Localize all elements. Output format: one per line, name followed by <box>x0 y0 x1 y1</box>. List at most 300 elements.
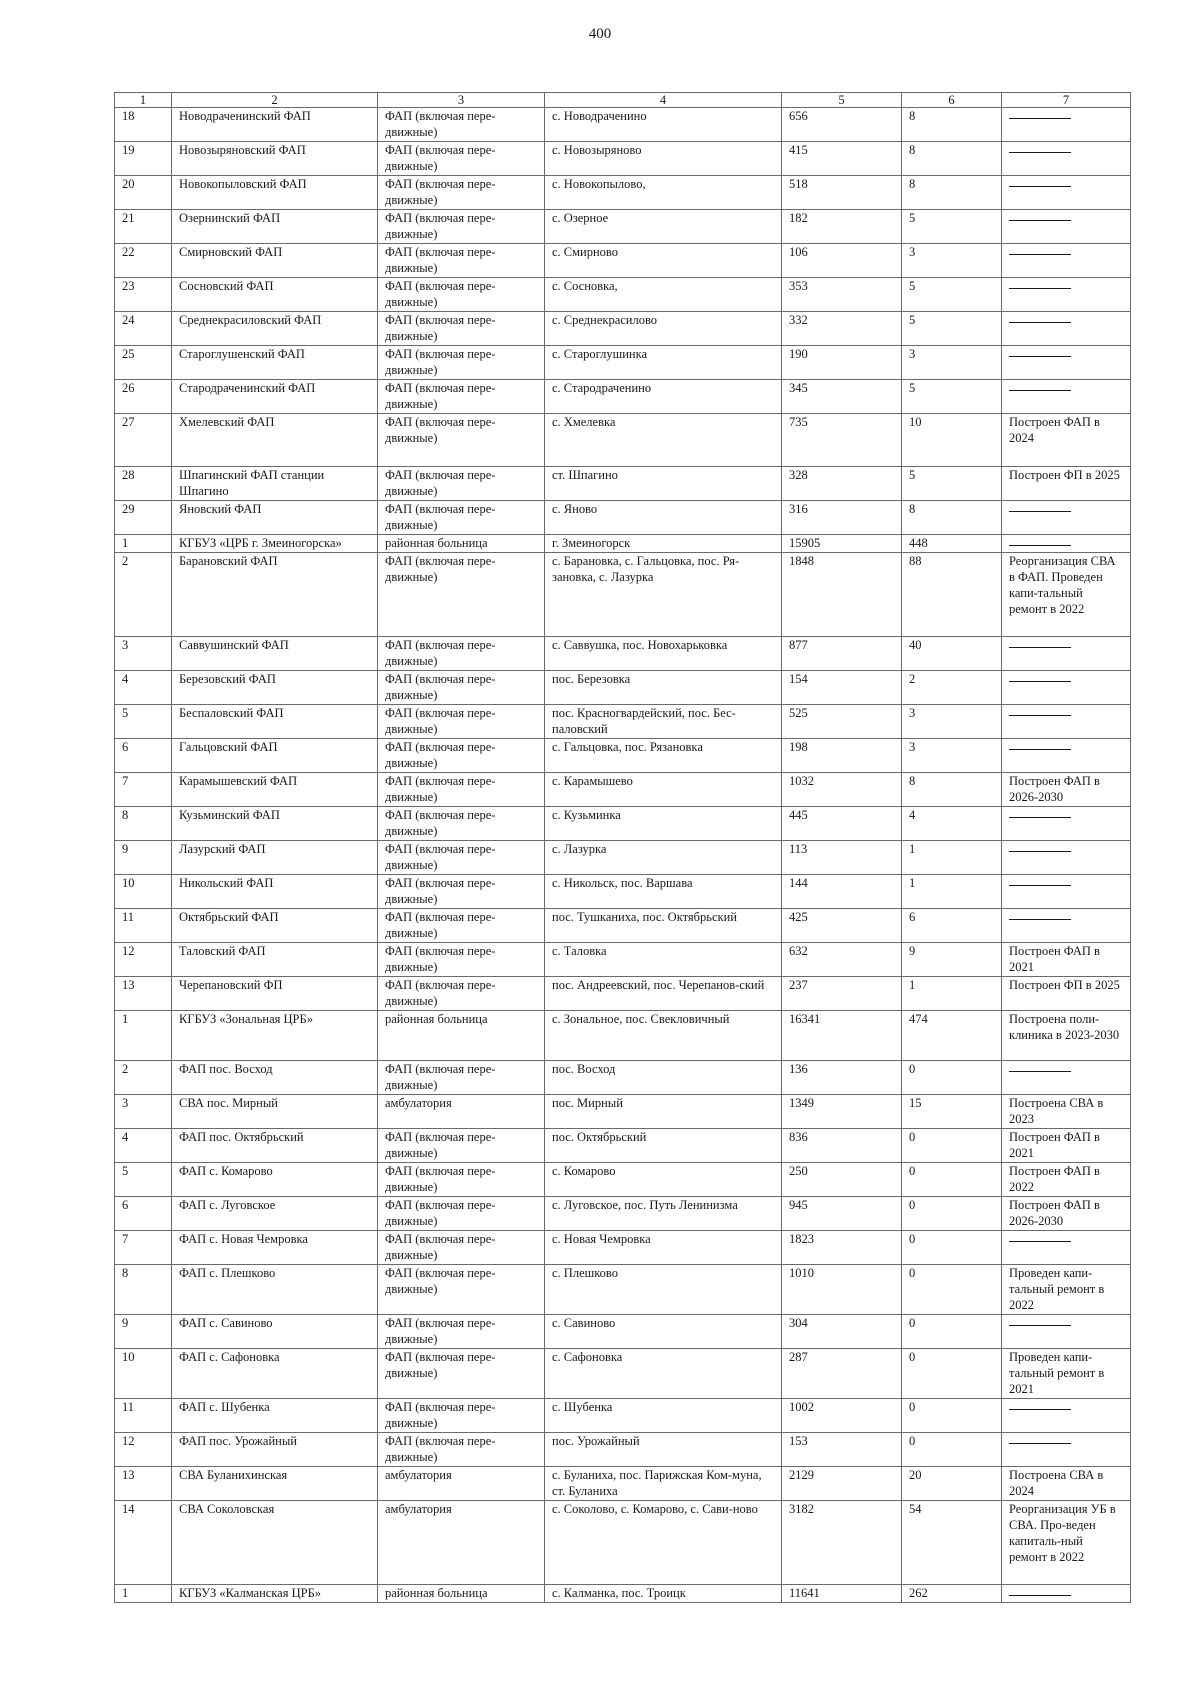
facility-type-cell: ФАП (включая пере-движные) <box>378 1129 545 1163</box>
facility-name-cell: СВА Буланихинская <box>172 1467 378 1501</box>
settlements-cell: пос. Восход <box>545 1061 782 1095</box>
population-cell: 328 <box>782 467 902 501</box>
facility-name-cell: Таловский ФАП <box>172 943 378 977</box>
row-number-cell: 10 <box>115 1349 172 1399</box>
empty-note-dash <box>1009 1231 1071 1242</box>
table-row <box>115 909 1131 943</box>
facility-name-cell: КГБУЗ «ЦРБ г. Змеиногорска» <box>172 535 378 553</box>
facility-type-cell: ФАП (включая пере-движные) <box>378 1433 545 1467</box>
indicator-cell: 3 <box>902 739 1002 773</box>
empty-note-dash <box>1009 1061 1071 1072</box>
empty-note-dash <box>1009 807 1071 818</box>
note-cell <box>1002 535 1131 553</box>
row-number-cell: 10 <box>115 875 172 909</box>
indicator-cell: 88 <box>902 553 1002 637</box>
population-cell: 877 <box>782 637 902 671</box>
facility-name-cell: Лазурский ФАП <box>172 841 378 875</box>
facility-name-cell: ФАП пос. Урожайный <box>172 1433 378 1467</box>
settlements-cell: с. Новая Чемровка <box>545 1231 782 1265</box>
facility-type-cell: ФАП (включая пере-движные) <box>378 1231 545 1265</box>
empty-note-dash <box>1009 739 1071 750</box>
table-row <box>115 244 1131 278</box>
row-number-cell: 3 <box>115 637 172 671</box>
table-row <box>115 1011 1131 1061</box>
population-cell: 345 <box>782 380 902 414</box>
indicator-cell: 0 <box>902 1265 1002 1315</box>
column-header: 1 <box>115 93 172 108</box>
indicator-cell: 5 <box>902 380 1002 414</box>
facility-type-cell: ФАП (включая пере-движные) <box>378 108 545 142</box>
table-row <box>115 1433 1131 1467</box>
facility-type-cell: амбулатория <box>378 1467 545 1501</box>
facility-name-cell: Березовский ФАП <box>172 671 378 705</box>
row-number-cell: 9 <box>115 1315 172 1349</box>
row-number-cell: 25 <box>115 346 172 380</box>
facility-type-cell: ФАП (включая пере-движные) <box>378 210 545 244</box>
facility-type-cell: ФАП (включая пере-движные) <box>378 705 545 739</box>
population-cell: 415 <box>782 142 902 176</box>
table-row <box>115 773 1131 807</box>
settlements-cell: с. Новокопылово, <box>545 176 782 210</box>
note-cell <box>1002 380 1131 414</box>
facility-name-cell: ФАП с. Савиново <box>172 1315 378 1349</box>
note-cell <box>1002 841 1131 875</box>
population-cell: 2129 <box>782 1467 902 1501</box>
settlements-cell: с. Сафоновка <box>545 1349 782 1399</box>
population-cell: 1823 <box>782 1231 902 1265</box>
row-number-cell: 13 <box>115 1467 172 1501</box>
facility-type-cell: амбулатория <box>378 1095 545 1129</box>
population-cell: 250 <box>782 1163 902 1197</box>
facility-name-cell: Новокопыловский ФАП <box>172 176 378 210</box>
facility-name-cell: Карамышевский ФАП <box>172 773 378 807</box>
facility-type-cell: ФАП (включая пере-движные) <box>378 1399 545 1433</box>
indicator-cell: 3 <box>902 244 1002 278</box>
table-row <box>115 1399 1131 1433</box>
note-cell <box>1002 671 1131 705</box>
settlements-cell: г. Змеиногорск <box>545 535 782 553</box>
empty-note-dash <box>1009 1399 1071 1410</box>
facility-type-cell: ФАП (включая пере-движные) <box>378 1061 545 1095</box>
table-row <box>115 312 1131 346</box>
empty-note-dash <box>1009 1315 1071 1326</box>
note-cell <box>1002 875 1131 909</box>
empty-note-dash <box>1009 244 1071 255</box>
indicator-cell: 20 <box>902 1467 1002 1501</box>
facility-type-cell: ФАП (включая пере-движные) <box>378 312 545 346</box>
population-cell: 518 <box>782 176 902 210</box>
settlements-cell: с. Зональное, пос. Свекловичный <box>545 1011 782 1061</box>
indicator-cell: 2 <box>902 671 1002 705</box>
indicator-cell: 5 <box>902 467 1002 501</box>
facility-name-cell: Гальцовский ФАП <box>172 739 378 773</box>
facility-name-cell: Беспаловский ФАП <box>172 705 378 739</box>
facility-type-cell: ФАП (включая пере-движные) <box>378 176 545 210</box>
facility-type-cell: ФАП (включая пере-движные) <box>378 841 545 875</box>
indicator-cell: 448 <box>902 535 1002 553</box>
note-cell <box>1002 244 1131 278</box>
settlements-cell: пос. Тушканиха, пос. Октябрьский <box>545 909 782 943</box>
facility-type-cell: ФАП (включая пере-движные) <box>378 773 545 807</box>
settlements-cell: пос. Мирный <box>545 1095 782 1129</box>
row-number-cell: 23 <box>115 278 172 312</box>
population-cell: 1349 <box>782 1095 902 1129</box>
facility-name-cell: ФАП с. Сафоновка <box>172 1349 378 1399</box>
population-cell: 632 <box>782 943 902 977</box>
empty-note-dash <box>1009 346 1071 357</box>
table-row <box>115 346 1131 380</box>
indicator-cell: 1 <box>902 977 1002 1011</box>
note-cell: Построен ФАП в 2022 <box>1002 1163 1131 1197</box>
row-number-cell: 14 <box>115 1501 172 1585</box>
note-cell <box>1002 909 1131 943</box>
settlements-cell: с. Никольск, пос. Варшава <box>545 875 782 909</box>
table-row <box>115 210 1131 244</box>
empty-note-dash <box>1009 909 1071 920</box>
table-row <box>115 943 1131 977</box>
settlements-cell: с. Кузьминка <box>545 807 782 841</box>
table-row <box>115 1197 1131 1231</box>
facility-name-cell: Кузьминский ФАП <box>172 807 378 841</box>
row-number-cell: 21 <box>115 210 172 244</box>
note-cell <box>1002 705 1131 739</box>
empty-note-dash <box>1009 312 1071 323</box>
row-number-cell: 22 <box>115 244 172 278</box>
facility-name-cell: КГБУЗ «Калманская ЦРБ» <box>172 1585 378 1603</box>
note-cell <box>1002 346 1131 380</box>
note-cell: Построен ФАП в 2021 <box>1002 1129 1131 1163</box>
population-cell: 836 <box>782 1129 902 1163</box>
settlements-cell: с. Яново <box>545 501 782 535</box>
column-header: 5 <box>782 93 902 108</box>
table-row <box>115 1095 1131 1129</box>
column-header: 3 <box>378 93 545 108</box>
population-cell: 113 <box>782 841 902 875</box>
note-cell <box>1002 210 1131 244</box>
row-number-cell: 2 <box>115 1061 172 1095</box>
settlements-cell: с. Лазурка <box>545 841 782 875</box>
population-cell: 656 <box>782 108 902 142</box>
population-cell: 182 <box>782 210 902 244</box>
settlements-cell: с. Новозыряново <box>545 142 782 176</box>
indicator-cell: 8 <box>902 108 1002 142</box>
row-number-cell: 27 <box>115 414 172 467</box>
facility-type-cell: ФАП (включая пере-движные) <box>378 553 545 637</box>
row-number-cell: 5 <box>115 1163 172 1197</box>
facility-name-cell: Хмелевский ФАП <box>172 414 378 467</box>
empty-note-dash <box>1009 841 1071 852</box>
population-cell: 332 <box>782 312 902 346</box>
page-number: 400 <box>588 26 612 42</box>
population-cell: 198 <box>782 739 902 773</box>
facility-type-cell: ФАП (включая пере-движные) <box>378 1349 545 1399</box>
facility-type-cell: ФАП (включая пере-движные) <box>378 278 545 312</box>
note-cell: Построен ФП в 2025 <box>1002 467 1131 501</box>
row-number-cell: 24 <box>115 312 172 346</box>
facility-name-cell: Барановский ФАП <box>172 553 378 637</box>
indicator-cell: 0 <box>902 1433 1002 1467</box>
indicator-cell: 0 <box>902 1061 1002 1095</box>
column-header: 7 <box>1002 93 1131 108</box>
facility-type-cell: ФАП (включая пере-движные) <box>378 943 545 977</box>
row-number-cell: 6 <box>115 739 172 773</box>
indicator-cell: 5 <box>902 210 1002 244</box>
row-number-cell: 18 <box>115 108 172 142</box>
settlements-cell: с. Новодраченино <box>545 108 782 142</box>
indicator-cell: 5 <box>902 312 1002 346</box>
empty-note-dash <box>1009 176 1071 187</box>
table-row <box>115 1501 1131 1585</box>
note-cell <box>1002 278 1131 312</box>
indicator-cell: 0 <box>902 1129 1002 1163</box>
empty-note-dash <box>1009 637 1071 648</box>
settlements-cell: с. Стародраченино <box>545 380 782 414</box>
table-row <box>115 535 1131 553</box>
row-number-cell: 4 <box>115 1129 172 1163</box>
population-cell: 190 <box>782 346 902 380</box>
facility-name-cell: Староглушенский ФАП <box>172 346 378 380</box>
facility-name-cell: Новозыряновский ФАП <box>172 142 378 176</box>
table-row <box>115 553 1131 637</box>
facility-name-cell: ФАП с. Шубенка <box>172 1399 378 1433</box>
settlements-cell: пос. Березовка <box>545 671 782 705</box>
facility-type-cell: ФАП (включая пере-движные) <box>378 1163 545 1197</box>
note-cell: Построена СВА в 2023 <box>1002 1095 1131 1129</box>
row-number-cell: 20 <box>115 176 172 210</box>
indicator-cell: 8 <box>902 773 1002 807</box>
population-cell: 316 <box>782 501 902 535</box>
population-cell: 15905 <box>782 535 902 553</box>
population-cell: 735 <box>782 414 902 467</box>
row-number-cell: 6 <box>115 1197 172 1231</box>
facility-name-cell: Черепановский ФП <box>172 977 378 1011</box>
facility-name-cell: Новодраченинский ФАП <box>172 108 378 142</box>
facility-name-cell: СВА пос. Мирный <box>172 1095 378 1129</box>
indicator-cell: 8 <box>902 142 1002 176</box>
row-number-cell: 1 <box>115 1585 172 1603</box>
facility-type-cell: ФАП (включая пере-движные) <box>378 671 545 705</box>
empty-note-dash <box>1009 705 1071 716</box>
row-number-cell: 4 <box>115 671 172 705</box>
note-cell <box>1002 108 1131 142</box>
note-cell <box>1002 1315 1131 1349</box>
settlements-cell: с. Соколово, с. Комарово, с. Сави-ново <box>545 1501 782 1585</box>
facility-type-cell: ФАП (включая пере-движные) <box>378 1197 545 1231</box>
population-cell: 106 <box>782 244 902 278</box>
settlements-cell: пос. Андреевский, пос. Черепанов-ский <box>545 977 782 1011</box>
indicator-cell: 0 <box>902 1163 1002 1197</box>
facility-name-cell: Смирновский ФАП <box>172 244 378 278</box>
table-row <box>115 671 1131 705</box>
row-number-cell: 3 <box>115 1095 172 1129</box>
settlements-cell: с. Плешково <box>545 1265 782 1315</box>
facility-name-cell: ФАП с. Новая Чемровка <box>172 1231 378 1265</box>
row-number-cell: 13 <box>115 977 172 1011</box>
note-cell <box>1002 176 1131 210</box>
population-cell: 16341 <box>782 1011 902 1061</box>
row-number-cell: 1 <box>115 535 172 553</box>
table-row <box>115 1315 1131 1349</box>
note-cell <box>1002 1433 1131 1467</box>
note-cell: Построена СВА в 2024 <box>1002 1467 1131 1501</box>
population-cell: 945 <box>782 1197 902 1231</box>
row-number-cell: 8 <box>115 807 172 841</box>
row-number-cell: 28 <box>115 467 172 501</box>
population-cell: 1032 <box>782 773 902 807</box>
row-number-cell: 7 <box>115 1231 172 1265</box>
facility-type-cell: ФАП (включая пере-движные) <box>378 1265 545 1315</box>
settlements-cell: с. Саввушка, пос. Новохарьковка <box>545 637 782 671</box>
facility-name-cell: Сосновский ФАП <box>172 278 378 312</box>
facility-name-cell: Шпагинский ФАП станции Шпагино <box>172 467 378 501</box>
facility-name-cell: Яновский ФАП <box>172 501 378 535</box>
indicator-cell: 0 <box>902 1197 1002 1231</box>
facility-type-cell: ФАП (включая пере-движные) <box>378 142 545 176</box>
column-number-row <box>115 93 1131 108</box>
indicator-cell: 0 <box>902 1399 1002 1433</box>
note-cell: Проведен капи-тальный ремонт в 2022 <box>1002 1265 1131 1315</box>
table-row <box>115 414 1131 467</box>
table-row <box>115 108 1131 142</box>
facility-type-cell: амбулатория <box>378 1501 545 1585</box>
table-row <box>115 467 1131 501</box>
settlements-cell: с. Таловка <box>545 943 782 977</box>
population-cell: 11641 <box>782 1585 902 1603</box>
facility-type-cell: ФАП (включая пере-движные) <box>378 739 545 773</box>
indicator-cell: 15 <box>902 1095 1002 1129</box>
note-cell <box>1002 501 1131 535</box>
population-cell: 525 <box>782 705 902 739</box>
note-cell: Построен ФАП в 2026-2030 <box>1002 773 1131 807</box>
facility-type-cell: ФАП (включая пере-движные) <box>378 501 545 535</box>
empty-note-dash <box>1009 210 1071 221</box>
note-cell: Реорганизация УБ в СВА. Про-веден капиталь-ный ремонт в 2022 <box>1002 1501 1131 1585</box>
facility-type-cell: ФАП (включая пере-движные) <box>378 875 545 909</box>
indicator-cell: 474 <box>902 1011 1002 1061</box>
empty-note-dash <box>1009 1433 1071 1444</box>
empty-note-dash <box>1009 142 1071 153</box>
facility-name-cell: Среднекрасиловский ФАП <box>172 312 378 346</box>
note-cell <box>1002 142 1131 176</box>
settlements-cell: ст. Шпагино <box>545 467 782 501</box>
indicator-cell: 3 <box>902 705 1002 739</box>
table-row <box>115 841 1131 875</box>
facility-name-cell: ФАП с. Плешково <box>172 1265 378 1315</box>
population-cell: 1002 <box>782 1399 902 1433</box>
settlements-cell: пос. Красногвардейский, пос. Бес-паловский <box>545 705 782 739</box>
row-number-cell: 8 <box>115 1265 172 1315</box>
row-number-cell: 19 <box>115 142 172 176</box>
indicator-cell: 3 <box>902 346 1002 380</box>
settlements-cell: с. Шубенка <box>545 1399 782 1433</box>
facility-type-cell: ФАП (включая пере-движные) <box>378 637 545 671</box>
facility-name-cell: Саввушинский ФАП <box>172 637 378 671</box>
empty-note-dash <box>1009 875 1071 886</box>
note-cell: Реорганизация СВА в ФАП. Проведен капи-тальный ремонт в 2022 <box>1002 553 1131 637</box>
facility-type-cell: ФАП (включая пере-движные) <box>378 380 545 414</box>
table-row <box>115 142 1131 176</box>
table-row <box>115 1061 1131 1095</box>
table-row <box>115 380 1131 414</box>
indicator-cell: 1 <box>902 841 1002 875</box>
population-cell: 1010 <box>782 1265 902 1315</box>
table-row <box>115 501 1131 535</box>
population-cell: 1848 <box>782 553 902 637</box>
facilities-table <box>114 92 1131 1603</box>
row-number-cell: 11 <box>115 909 172 943</box>
note-cell <box>1002 312 1131 346</box>
table-row <box>115 1129 1131 1163</box>
note-cell: Построен ФАП в 2024 <box>1002 414 1131 467</box>
note-cell <box>1002 1231 1131 1265</box>
facility-type-cell: ФАП (включая пере-движные) <box>378 414 545 467</box>
table-row <box>115 739 1131 773</box>
settlements-cell: с. Среднекрасилово <box>545 312 782 346</box>
indicator-cell: 10 <box>902 414 1002 467</box>
indicator-cell: 8 <box>902 176 1002 210</box>
settlements-cell: с. Луговское, пос. Путь Ленинизма <box>545 1197 782 1231</box>
note-cell: Построена поли-клиника в 2023-2030 <box>1002 1011 1131 1061</box>
settlements-cell: с. Хмелевка <box>545 414 782 467</box>
facility-type-cell: ФАП (включая пере-движные) <box>378 467 545 501</box>
facility-type-cell: ФАП (включая пере-движные) <box>378 807 545 841</box>
indicator-cell: 9 <box>902 943 1002 977</box>
row-number-cell: 9 <box>115 841 172 875</box>
facility-name-cell: СВА Соколовская <box>172 1501 378 1585</box>
facility-name-cell: Стародраченинский ФАП <box>172 380 378 414</box>
facility-type-cell: ФАП (включая пере-движные) <box>378 244 545 278</box>
empty-note-dash <box>1009 671 1071 682</box>
indicator-cell: 0 <box>902 1349 1002 1399</box>
settlements-cell: с. Барановка, с. Гальцовка, пос. Ря-зановка, с. Лазурка <box>545 553 782 637</box>
row-number-cell: 12 <box>115 1433 172 1467</box>
settlements-cell: с. Сосновка, <box>545 278 782 312</box>
table-row <box>115 1467 1131 1501</box>
column-header: 6 <box>902 93 1002 108</box>
facility-type-cell: ФАП (включая пере-движные) <box>378 977 545 1011</box>
empty-note-dash <box>1009 501 1071 512</box>
note-cell <box>1002 637 1131 671</box>
note-cell: Проведен капи-тальный ремонт в 2021 <box>1002 1349 1131 1399</box>
row-number-cell: 5 <box>115 705 172 739</box>
settlements-cell: с. Савиново <box>545 1315 782 1349</box>
indicator-cell: 8 <box>902 501 1002 535</box>
population-cell: 304 <box>782 1315 902 1349</box>
table-row <box>115 977 1131 1011</box>
row-number-cell: 12 <box>115 943 172 977</box>
table-row <box>115 1163 1131 1197</box>
note-cell: Построен ФП в 2025 <box>1002 977 1131 1011</box>
settlements-cell: с. Смирново <box>545 244 782 278</box>
table-row <box>115 875 1131 909</box>
indicator-cell: 6 <box>902 909 1002 943</box>
table-row <box>115 637 1131 671</box>
facility-name-cell: ФАП пос. Восход <box>172 1061 378 1095</box>
indicator-cell: 40 <box>902 637 1002 671</box>
note-cell <box>1002 1399 1131 1433</box>
settlements-cell: пос. Октябрьский <box>545 1129 782 1163</box>
indicator-cell: 0 <box>902 1315 1002 1349</box>
facility-name-cell: КГБУЗ «Зональная ЦРБ» <box>172 1011 378 1061</box>
row-number-cell: 11 <box>115 1399 172 1433</box>
table-row <box>115 1265 1131 1315</box>
settlements-cell: с. Староглушинка <box>545 346 782 380</box>
settlements-cell: с. Комарово <box>545 1163 782 1197</box>
row-number-cell: 1 <box>115 1011 172 1061</box>
facility-name-cell: ФАП пос. Октябрьский <box>172 1129 378 1163</box>
note-cell <box>1002 1585 1131 1603</box>
table-row <box>115 1585 1131 1603</box>
